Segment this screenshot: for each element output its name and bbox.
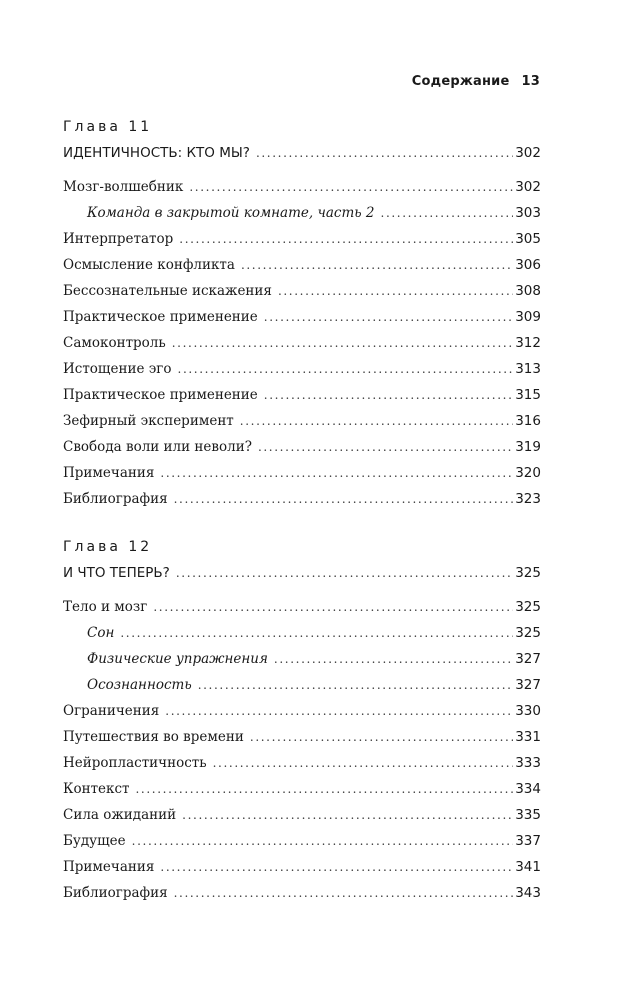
toc-entry[interactable] <box>63 724 541 750</box>
entry-page: 320 <box>515 465 541 481</box>
dot-leader <box>274 646 513 672</box>
toc-entry[interactable] <box>63 594 541 620</box>
toc-entry[interactable] <box>63 252 541 278</box>
toc-chapter-12 <box>63 534 541 906</box>
entry-title: Интерпретатор <box>63 231 174 247</box>
entry-page: 319 <box>515 439 541 455</box>
chapter-title-row[interactable] <box>63 140 541 166</box>
dot-leader <box>278 278 513 304</box>
entry-page: 343 <box>515 885 541 901</box>
chapter-page: 302 <box>515 145 541 161</box>
entry-page: 325 <box>515 599 541 615</box>
toc-entry[interactable] <box>63 776 541 802</box>
dot-leader <box>182 802 513 828</box>
toc-entry[interactable] <box>63 382 541 408</box>
spacer <box>63 586 541 594</box>
toc-entry[interactable] <box>63 434 541 460</box>
dot-leader <box>264 382 513 408</box>
entry-page: 330 <box>515 703 541 719</box>
entry-title: Библиография <box>63 885 168 901</box>
dot-leader <box>240 408 513 434</box>
chapter-label: Глава 12 <box>63 539 153 555</box>
toc-entry[interactable] <box>63 460 541 486</box>
entry-page: 334 <box>515 781 541 797</box>
spacer <box>63 166 541 174</box>
entry-page: 306 <box>515 257 541 273</box>
entry-title: Самоконтроль <box>63 335 166 351</box>
entry-title: Будущее <box>63 833 126 849</box>
dot-leader <box>174 880 514 906</box>
dot-leader <box>179 226 513 252</box>
chapter-title-row[interactable] <box>63 560 541 586</box>
entry-title: Практическое применение <box>63 387 258 403</box>
dot-leader <box>120 620 513 646</box>
dot-leader <box>189 174 513 200</box>
toc-entry[interactable] <box>63 698 541 724</box>
entry-title: Команда в закрытой комнате, часть 2 <box>87 205 375 221</box>
toc-entry[interactable] <box>63 880 541 906</box>
dot-leader <box>132 828 514 854</box>
entry-title: Зефирный эксперимент <box>63 413 234 429</box>
entry-page: 335 <box>515 807 541 823</box>
dot-leader <box>264 304 513 330</box>
entry-title: Мозг-волшебник <box>63 179 184 195</box>
entry-title: Примечания <box>63 859 155 875</box>
entry-page: 341 <box>515 859 541 875</box>
entry-page: 323 <box>515 491 541 507</box>
entry-title: Ограничения <box>63 703 160 719</box>
dot-leader <box>213 750 514 776</box>
entry-page: 312 <box>515 335 541 351</box>
entries-list <box>63 174 541 512</box>
entry-title: Практическое применение <box>63 309 258 325</box>
chapter-title: И ЧТО ТЕПЕРЬ? <box>63 565 170 581</box>
entry-title: Путешествия во времени <box>63 729 244 745</box>
dot-leader <box>174 486 514 512</box>
entry-title: Нейропластичность <box>63 755 207 771</box>
toc-chapter-11 <box>63 114 541 512</box>
dot-leader <box>160 460 513 486</box>
dot-leader <box>172 330 513 356</box>
toc-subentry[interactable] <box>63 646 541 672</box>
dot-leader <box>256 140 513 166</box>
running-header <box>412 74 540 89</box>
dot-leader <box>198 672 514 698</box>
dot-leader <box>165 698 513 724</box>
entry-page: 309 <box>515 309 541 325</box>
toc-entry[interactable] <box>63 226 541 252</box>
dot-leader <box>241 252 513 278</box>
toc-subentry[interactable] <box>63 620 541 646</box>
entry-title: Осознанность <box>87 677 192 693</box>
toc-entry[interactable] <box>63 330 541 356</box>
dot-leader <box>160 854 513 880</box>
dot-leader <box>136 776 514 802</box>
entry-page: 333 <box>515 755 541 771</box>
entry-title: Физические упражнения <box>87 651 268 667</box>
chapter-title: ИДЕНТИЧНОСТЬ: КТО МЫ? <box>63 145 250 161</box>
entry-page: 308 <box>515 283 541 299</box>
toc-entry[interactable] <box>63 278 541 304</box>
entry-page: 315 <box>515 387 541 403</box>
page-number: 13 <box>521 74 540 89</box>
entry-page: 325 <box>515 625 541 641</box>
toc-subentry[interactable] <box>63 200 541 226</box>
chapter-label: Глава 11 <box>63 119 153 135</box>
entry-page: 305 <box>515 231 541 247</box>
entry-title: Бессознательные искажения <box>63 283 272 299</box>
section-title: Содержание <box>411 74 510 89</box>
entry-title: Сон <box>87 625 115 641</box>
entries-list <box>63 594 541 906</box>
entry-page: 331 <box>515 729 541 745</box>
entry-title: Тело и мозг <box>63 599 148 615</box>
dot-leader <box>176 560 513 586</box>
toc-entry[interactable] <box>63 802 541 828</box>
entry-page: 316 <box>515 413 541 429</box>
dot-leader <box>381 200 514 226</box>
toc-subentry[interactable] <box>63 672 541 698</box>
toc-entry[interactable] <box>63 174 541 200</box>
entry-title: Сила ожиданий <box>63 807 177 823</box>
toc-entry[interactable] <box>63 304 541 330</box>
entry-page: 327 <box>515 651 541 667</box>
chapter-page: 325 <box>515 565 541 581</box>
entry-page: 337 <box>515 833 541 849</box>
dot-leader <box>258 434 513 460</box>
entry-title: Контекст <box>63 781 130 797</box>
toc-entry[interactable] <box>63 486 541 512</box>
entry-title: Истощение эго <box>63 361 172 377</box>
dot-leader <box>178 356 514 382</box>
entry-title: Свобода воли или неволи? <box>63 439 252 455</box>
toc-entry[interactable] <box>63 408 541 434</box>
entry-page: 303 <box>515 205 541 221</box>
entry-page: 327 <box>515 677 541 693</box>
toc-entry[interactable] <box>63 356 541 382</box>
entry-page: 313 <box>515 361 541 377</box>
entry-title: Осмысление конфликта <box>63 257 235 273</box>
dot-leader <box>250 724 513 750</box>
toc-entry[interactable] <box>63 750 541 776</box>
toc-entry[interactable] <box>63 828 541 854</box>
entry-page: 302 <box>515 179 541 195</box>
dot-leader <box>153 594 513 620</box>
toc-entry[interactable] <box>63 854 541 880</box>
entry-title: Примечания <box>63 465 155 481</box>
entry-title: Библиография <box>63 491 168 507</box>
